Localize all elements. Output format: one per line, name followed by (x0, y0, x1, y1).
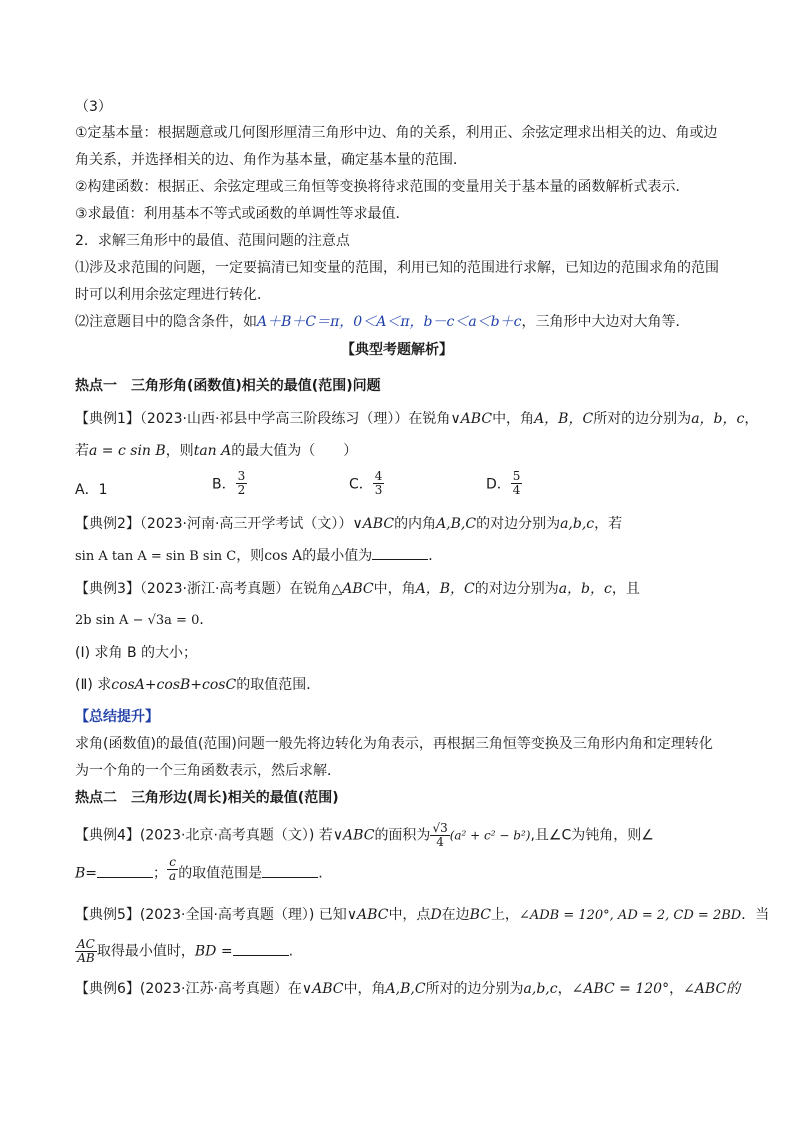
ex1-sides: a，b，c (691, 411, 745, 427)
ex4-triangle: ∨ABC (332, 827, 375, 844)
notes-heading: 2．求解三角形中的最值、范围问题的注意点 (75, 233, 350, 249)
ex6-prefix: 【典例6】(2023·江苏·高考真题）在 (75, 981, 302, 997)
ex1-option-d-num: 5 (512, 469, 521, 483)
ex3-prefix: 【典例3】（2023·浙江·高考真题）在锐角 (75, 581, 332, 597)
ex1-option-c-fraction (373, 470, 385, 497)
ex2-mid: 的内角 (394, 516, 437, 532)
ex4-l2-fraction-den: a (169, 869, 177, 883)
ex2-line2 (75, 547, 442, 566)
ex3-mid: 中，角 (373, 581, 416, 597)
ex3-line1 (75, 580, 640, 598)
ex5-fraction-den: AB (77, 951, 95, 965)
ex2-mid2: 的对边分别为 (476, 516, 561, 532)
notes-item2 (75, 313, 689, 331)
ex1-triangle: ∨ABC (450, 411, 493, 427)
ex2-line1 (75, 515, 622, 533)
ex4-line2 (75, 855, 323, 883)
ex5-fraction (75, 938, 97, 965)
ex5-triangle: ∨ABC (346, 907, 389, 923)
ex1-condition: a = c sin B (89, 443, 166, 459)
ex4-period: . (318, 865, 323, 882)
ex4-l2-sep: ； (153, 865, 168, 882)
ex1-mid: 中，角 (492, 411, 535, 427)
ex1-line2 (75, 442, 357, 460)
ex5-l2-target: BD = (194, 943, 233, 960)
ex2-l2-end: 的最小值为 (302, 548, 373, 564)
ex6-condition: ∠ABC = 120° (571, 981, 670, 997)
ex5-side: BC (469, 907, 491, 923)
ex6-mid: 中，角 (343, 981, 386, 997)
ex1-l2-mid: ，则 (165, 443, 194, 459)
ex1-prefix: 【典例1】（2023·山西·祁县中学高三阶段练习（理））在锐角 (75, 411, 451, 427)
notes-item1-line2: 时可以利用余弦定理进行转化． (75, 287, 271, 303)
ex6-sep: ， (557, 981, 572, 997)
ex1-l2-prefix: 若 (75, 443, 89, 459)
ex6-mid2: 所对的边分别为 (425, 981, 524, 997)
ex3-q2-math: cosA+cosB+cosC (111, 677, 237, 693)
ex5-mid: 中，点 (388, 907, 431, 923)
ex2-sides: a,b,c (560, 516, 595, 532)
ex2-l2-mid: ，则 (236, 548, 265, 564)
ex4-answer-blank-2[interactable] (262, 877, 318, 878)
notes-item2-suffix: ，三角形中大边对大角等． (521, 314, 690, 330)
ex5-fraction-num: AC (77, 937, 95, 951)
ex4-fraction-num: √3 (432, 821, 448, 835)
summary-title: 【总结提升】 (75, 709, 159, 725)
ex1-option-d-fraction (511, 470, 523, 497)
ex4-fraction (430, 822, 449, 849)
ex5-end: ．当 (741, 907, 770, 923)
ex2-triangle: ∨ABC (352, 516, 395, 532)
ex2-period: ． (428, 548, 443, 564)
ex6-end: ∠ABC的 (683, 981, 741, 997)
ex4-prefix: 【典例4】(2023·北京·高考真题（文）) 若 (75, 827, 333, 844)
section3-item1-line2: 角关系，并选择相关的边、角作为基本量，确定基本量的范围． (75, 152, 467, 168)
hot2-title: 热点二 三角形边(周长)相关的最值(范围) (75, 790, 339, 806)
ex1-option-b-num: 3 (237, 469, 246, 483)
ex3-triangle: △ABC (331, 581, 374, 597)
ex4-expression: (a² + c² − b²) (449, 828, 531, 843)
ex5-line2 (75, 938, 293, 965)
section3-item3: ③求最值：利用基本不等式或函数的单调性等求最值． (75, 206, 410, 222)
ex1-option-b (212, 470, 247, 497)
ex1-option-d-label: D． (486, 476, 511, 493)
ex3-q2-prefix: (Ⅱ) 求 (75, 677, 112, 693)
ex2-end: ，若 (594, 516, 623, 532)
ex4-end: ,且∠C为钝角，则∠ (530, 827, 654, 844)
ex1-option-b-fraction (236, 470, 248, 497)
ex1-angles: A，B，C (534, 411, 594, 427)
ex3-question1: (Ⅰ) 求角 B 的大小； (75, 645, 198, 661)
ex3-condition-end: ． (199, 612, 214, 628)
ex5-condition: ∠ADB = 120°, AD = 2, CD = 2BD (518, 908, 742, 923)
ex6-sides: a,b,c (523, 981, 558, 997)
ex5-mid2: 在边 (441, 907, 470, 923)
ex4-l2-b: B= (75, 865, 98, 882)
summary-text-line2: 为一个角的一个三角函数表示，然后求解． (75, 763, 341, 779)
ex5-answer-blank[interactable] (233, 955, 289, 956)
ex1-option-a: A．1 (75, 482, 108, 498)
section-title: 【典型考题解析】 (341, 342, 453, 358)
ex3-condition: 2b sin A − √3a = 0 (75, 613, 200, 628)
ex1-option-d (486, 470, 522, 497)
ex1-option-c (349, 470, 384, 497)
notes-item2-prefix: ⑵注意题目中的隐含条件，如 (75, 314, 257, 330)
ex2-condition: sin A tan A = sin B sin C (75, 549, 237, 564)
section3-label: （3） (75, 99, 112, 115)
ex3-end: ，且 (611, 581, 640, 597)
ex6-angles: A,B,C (385, 981, 426, 997)
ex5-point-d: D (430, 907, 442, 923)
ex3-angles: A，B，C (415, 581, 475, 597)
ex5-line1 (75, 906, 769, 925)
ex6-sep2: ， (669, 981, 684, 997)
ex1-option-c-num: 4 (374, 469, 383, 483)
ex5-l2-mid: 取得最小值时， (96, 943, 195, 960)
ex3-mid2: 的对边分别为 (474, 581, 559, 597)
ex1-option-b-label: B． (212, 476, 236, 493)
ex4-l2-fraction-num: c (167, 856, 178, 870)
section3-item1-line1: ①定基本量：根据题意或几何图形厘清三角形中边、角的关系，利用正、余弦定理求出相关的边、角或边 (75, 125, 718, 141)
hot1-title: 热点一 三角形角(函数值)相关的最值(范围)问题 (75, 378, 381, 394)
ex4-answer-blank-1[interactable] (97, 877, 153, 878)
ex2-angles: A,B,C (436, 516, 477, 532)
notes-item2-math: A＋B＋C＝π，0＜A＜π，b－c＜a＜b＋c (257, 314, 522, 330)
ex1-option-b-den: 2 (237, 483, 246, 497)
ex4-l2-end: 的取值范围是 (178, 865, 263, 882)
ex5-period: . (288, 943, 294, 960)
ex4-fraction-den: 4 (436, 835, 444, 849)
notes-item1-line1: ⑴涉及求范围的问题，一定要搞清已知变量的范围，利用已知的范围进行求解，已知边的范围求角的范围 (75, 260, 719, 276)
ex1-option-c-den: 3 (374, 483, 383, 497)
ex1-option-c-label: C． (349, 476, 373, 493)
ex1-l2-end: 的最大值为（ ） (231, 443, 358, 459)
ex2-target: cos A (264, 548, 303, 564)
ex3-q2-end: 的取值范围． (236, 677, 321, 693)
ex1-line1 (75, 410, 758, 428)
ex2-prefix: 【典例2】（2023·河南·高三开学考试（文）） (75, 516, 353, 532)
summary-text-line1: 求角(函数值)的最值(范围)问题一般先将边转化为角表示，再根据三角恒等变换及三角形内角和定理转化 (75, 736, 713, 752)
ex1-mid2: 所对的边分别为 (593, 411, 692, 427)
ex2-answer-blank[interactable] (372, 559, 428, 560)
ex3-sides: a，b，c (558, 581, 612, 597)
ex3-question2 (75, 676, 320, 694)
ex5-mid3: 上， (490, 907, 519, 923)
ex6-line1 (75, 980, 740, 998)
section3-item2: ②构建函数：根据正、余弦定理或三角恒等变换将待求范围的变量用关于基本量的函数解析式表示． (75, 179, 690, 195)
ex1-target: tan A (193, 443, 232, 459)
ex3-line2 (75, 611, 213, 630)
ex1-option-d-den: 4 (512, 483, 521, 497)
ex1-end: ， (744, 411, 759, 427)
ex6-triangle: ∨ABC (301, 981, 344, 997)
ex5-prefix: 【典例5】(2023·全国·高考真题（理）) 已知 (75, 907, 347, 923)
ex4-l2-fraction (167, 856, 178, 883)
ex4-line1 (75, 822, 654, 849)
ex4-mid: 的面积为 (374, 827, 431, 844)
